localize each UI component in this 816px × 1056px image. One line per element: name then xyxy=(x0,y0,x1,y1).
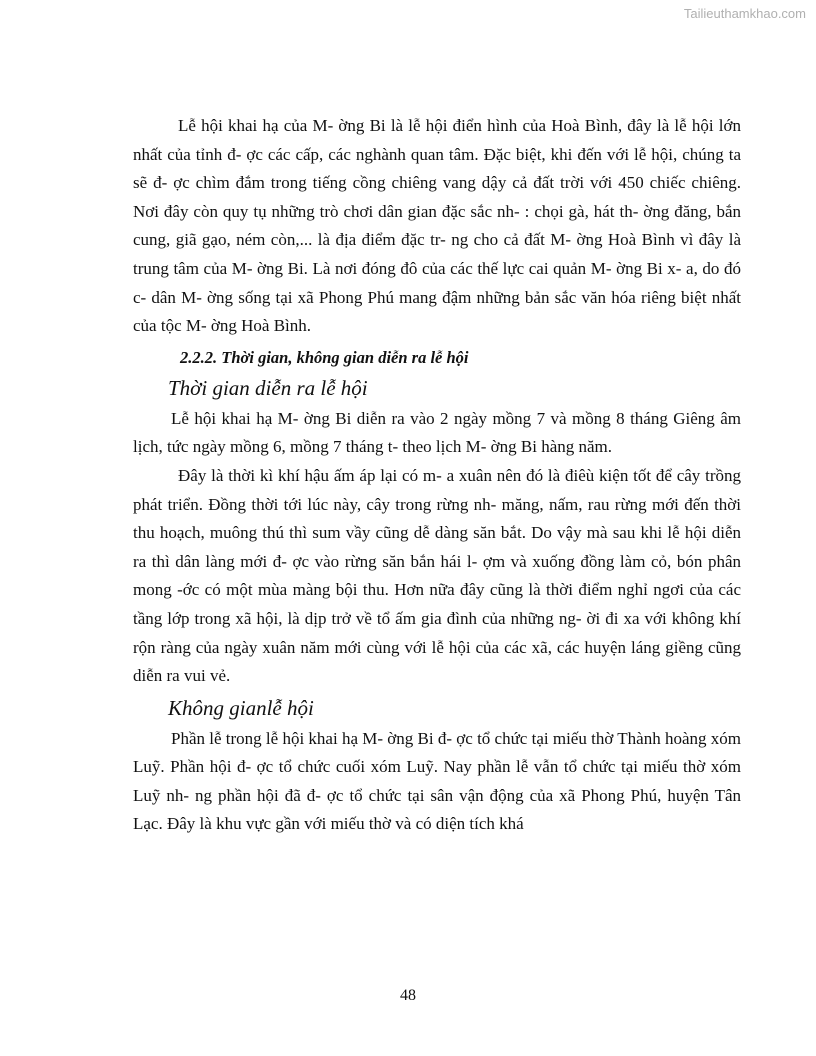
page-number: 48 xyxy=(400,987,416,1004)
paragraph-climate: Đây là thời kì khí hậu ấm áp lại có m- a xuân nên đó là điêù kiện tốt để cây trồng phát triển. Đồng thời tới lúc này, cây trong rừng nh- măng, nấm, rau rừng mới đến thời thu hoạch, muông thú thì sum vầy cũng dễ dàng săn bắt. Do vậy mà sau khi lễ hội diễn ra thì dân làng mới đ- ợc vào rừng săn bắn hái l- ợm và xuống đồng làm cỏ, bón phân mong -ớc có một mùa màng bội thu. Hơn nữa đây cũng là thời điểm nghỉ ngơi của các tầng lớp trong xã hội, là dịp trở về tổ ấm gia đình của những ng- ời đi xa với không khí rộn ràng của ngày xuân năm mới cùng với lễ hội của các xã, các huyện láng giềng cũng diễn ra vui vẻ. xyxy=(133,465,741,686)
paragraph-space: Phần lễ trong lễ hội khai hạ M- ờng Bi đ- ợc tổ chức tại miếu thờ Thành hoàng xóm Luỹ. Phần hội đ- ợc tổ chức cuối xóm Luỹ. Nay phần lễ vẫn tổ chức tại miếu thờ xóm Luỹ nh- ng phần hội đã đ- ợc tổ chức tại sân vận động của xã Phong Phú, huyện Tân Lạc. Đây là khu vực gần với miếu thờ và có diện tích khá xyxy=(133,728,741,834)
watermark: Tailieuthamkhao.com xyxy=(683,6,806,21)
subheading-space: Không gianlễ hội xyxy=(168,695,314,720)
document-body xyxy=(133,112,741,839)
paragraph-time: Lễ hội khai hạ M- ờng Bi diễn ra vào 2 ngày mồng 7 và mồng 8 tháng Giêng âm lịch, tức ngày mồng 6, mồng 7 tháng t- theo lịch M- ờng Bi hàng năm. xyxy=(133,408,741,457)
section-heading-2-2-2: 2.2.2. Thời gian, không gian diễn ra lễ hội xyxy=(180,347,469,367)
subheading-time: Thời gian diễn ra lễ hội xyxy=(168,375,368,400)
paragraph-intro: Lễ hội khai hạ của M- ờng Bi là lễ hội điển hình của Hoà Bình, đây là lễ hội lớn nhất của tỉnh đ- ợc các cấp, các nghành quan tâm. Đặc biệt, khi đến với lễ hội, chúng ta sẽ đ- ợc chìm đắm trong tiếng cồng chiêng vang dậy cả đất trời với 450 chiếc chiêng. Nơi đây còn quy tụ những trò chơi dân gian đặc sắc nh- : chọi gà, hát th- ờng đăng, bắn cung, giã gạo, ném còn,... là địa điểm đặc tr- ng cho cả đất M- ờng Hoà Bình vì đây là trung tâm của M- ờng Bi. Là nơi đóng đô của các thế lực cai quản M- ờng Bi x- a, do đó c- dân M- ờng sống tại xã Phong Phú mang đậm những bản sắc văn hóa riêng biệt nhất của tộc M- ờng Hoà Bình. xyxy=(133,116,741,336)
